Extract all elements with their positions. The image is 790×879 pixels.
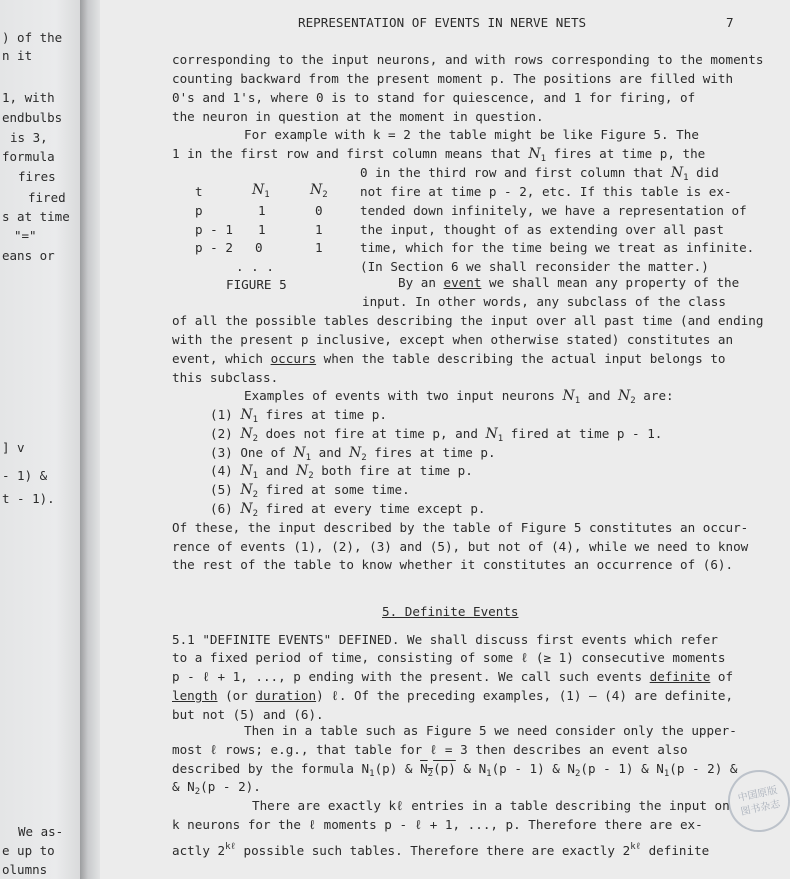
left-fragment: eans or	[2, 248, 55, 263]
text-line: counting backward from the present moment p. The positions are filled with	[172, 71, 734, 86]
text-line: There are exactly kℓ entries in a table describing the input on	[252, 798, 730, 813]
table-header-t: t	[195, 184, 203, 199]
table-cell: 1	[315, 222, 323, 237]
table-cell: 1	[258, 203, 266, 218]
left-fragment: ) of the	[2, 30, 63, 45]
left-fragment: n it	[2, 48, 33, 63]
example-item: (5) $N_2$ fired at some time.	[210, 482, 410, 500]
example-item: (1) $N_1$ fires at time p.	[210, 407, 387, 425]
figure-caption: FIGURE 5	[226, 277, 287, 292]
text-line: not fire at time p - 2, etc. If this table is ex-	[360, 184, 732, 199]
example-item: (2) $N_2$ does not fire at time p, and $N_1$ fired at time p - 1.	[210, 426, 663, 444]
subsection-label: 5.1 "DEFINITE EVENTS" DEFINED.	[172, 632, 400, 647]
left-fragment: s at time	[2, 209, 70, 224]
left-fragment: endbulbs	[2, 110, 63, 125]
left-fragment: fired	[28, 190, 66, 205]
text-line: most ℓ rows; e.g., that table for ℓ = 3 then describes an event also	[172, 742, 688, 757]
text-line: Examples of events with two input neurons $N_1$ and $N_2$ are:	[244, 388, 674, 406]
left-fragment: t - 1).	[2, 491, 55, 506]
text-line: Then in a table such as Figure 5 we need consider only the upper-	[244, 723, 737, 738]
left-fragment: fires	[18, 169, 56, 184]
text-line: (In Section 6 we shall reconsider the matter.)	[360, 259, 709, 274]
text-line: rence of events (1), (2), (3) and (5), but not of (4), while we need to know	[172, 539, 749, 554]
table-cell: p - 1	[195, 222, 233, 237]
text-line: 0 in the third row and first column that $N_1$ did	[360, 165, 719, 183]
text-line: For example with k = 2 the table might be like Figure 5. The	[244, 127, 699, 142]
left-fragment: "="	[14, 228, 37, 243]
text-line: the input, thought of as extending over all past	[360, 222, 724, 237]
text-line: k neurons for the ℓ moments p - ℓ + 1, ..., p. Therefore there are ex-	[172, 817, 703, 832]
table-ellipsis: . . .	[236, 259, 274, 274]
table-cell: 1	[315, 240, 323, 255]
text-line: By an event we shall mean any property of the	[398, 275, 740, 290]
text-line: 1 in the first row and first column means that $N_1$ fires at time p, the	[172, 146, 706, 164]
neuron-symbol: N	[670, 165, 684, 181]
table-header-n1: $N_1$	[252, 182, 270, 200]
text-line: of all the possible tables describing the input over all past time (and ending	[172, 313, 764, 328]
text-line: actly $2^{k\ell}$ possible such tables. Therefore there are exactly $2^{k\ell}$ definite	[172, 842, 710, 858]
text-line: Of these, the input described by the table of Figure 5 constitutes an occur-	[172, 520, 749, 535]
book-gutter	[80, 0, 100, 879]
watermark-stamp: 中国原版 图书杂志	[722, 764, 790, 838]
neuron-symbol: N	[528, 146, 541, 162]
text-line: 5.1 "DEFINITE EVENTS" DEFINED. We shall discuss first events which refer	[172, 632, 718, 647]
text-line: 0's and 1's, where 0 is to stand for quiescence, and 1 for firing, of	[172, 90, 696, 105]
left-fragment: We as-	[18, 824, 64, 839]
running-header: REPRESENTATION OF EVENTS IN NERVE NETS	[298, 15, 587, 30]
left-fragment: formula	[2, 149, 55, 164]
text-line: the rest of the table to know whether it constitutes an occurrence of (6).	[172, 557, 734, 572]
text-line: tended down infinitely, we have a representation of	[360, 203, 747, 218]
left-fragment: ] v	[2, 440, 25, 455]
text-line: the neuron in question at the moment in question.	[172, 109, 544, 124]
text-line: event, which occurs when the table describing the actual input belongs to	[172, 351, 726, 366]
text-line: & $N_2(p - 2)$.	[172, 779, 261, 797]
left-fragment: - 1) &	[2, 468, 48, 483]
text-line: input. In other words, any subclass of the class	[362, 294, 726, 309]
text-line: length (or duration) ℓ. Of the preceding examples, (1) — (4) are definite,	[172, 688, 734, 703]
text-line: time, which for the time being we treat as infinite.	[360, 240, 755, 255]
table-header-n2: $N_2$	[310, 182, 328, 200]
left-fragment: 1, with	[2, 90, 55, 105]
table-cell: 0	[255, 240, 263, 255]
example-item: (4) $N_1$ and $N_2$ both fire at time p.	[210, 463, 473, 481]
left-fragment: olumns	[2, 862, 48, 877]
example-item: (6) $N_2$ fired at every time except p.	[210, 501, 486, 519]
section-heading: 5. Definite Events	[382, 604, 519, 619]
text-line: to a fixed period of time, consisting of some ℓ (≥ 1) consecutive moments	[172, 650, 726, 665]
left-fragment: e up to	[2, 843, 55, 858]
example-item: (3) One of $N_1$ and $N_2$ fires at time p.	[210, 445, 496, 463]
table-cell: p - 2	[195, 240, 233, 255]
left-fragment: is 3,	[10, 130, 48, 145]
text-line: corresponding to the input neurons, and with rows corresponding to the moments	[172, 52, 764, 67]
text-line: described by the formula $N_1(p)$ & $N_2(p)$ & $N_1(p - 1)$ & $N_2(p - 1)$ & $N_1(p - 2)$ &	[172, 761, 738, 779]
text-line: p - ℓ + 1, ..., p ending with the present. We call such events definite of	[172, 669, 734, 684]
text-line: but not (5) and (6).	[172, 707, 324, 722]
left-page-fragment	[0, 0, 80, 879]
text-line: this subclass.	[172, 370, 279, 385]
table-cell: p	[195, 203, 203, 218]
text-line: with the present p inclusive, except when otherwise stated) constitutes an	[172, 332, 734, 347]
table-cell: 0	[315, 203, 323, 218]
book-page	[100, 0, 790, 879]
table-cell: 1	[258, 222, 266, 237]
page-number: 7	[726, 15, 734, 30]
